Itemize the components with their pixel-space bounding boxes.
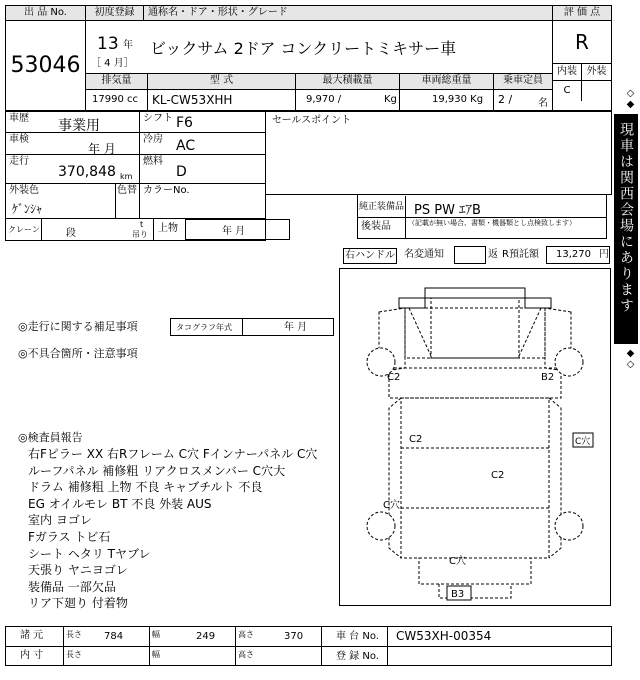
dims-label: 諸 元 — [20, 630, 44, 641]
ext-color-label: 外装色 — [9, 185, 39, 196]
tacho-value: 年 月 — [284, 322, 308, 333]
inspector-line: 室内 ヨゴレ — [28, 513, 92, 528]
mileage-label: 走行 — [9, 156, 29, 167]
dims-col-3 — [150, 627, 236, 665]
length-label: 長さ — [66, 630, 82, 639]
mark-c2-deck: C2 — [491, 470, 505, 481]
diagram-frame — [340, 269, 611, 606]
max-load-unit: Kg — [384, 94, 397, 105]
side-banner — [612, 86, 640, 376]
reg-year: 13 — [97, 34, 119, 54]
model-value: KL-CW53XHH — [152, 93, 233, 107]
grade-value: R — [575, 30, 589, 54]
exterior-grade — [582, 81, 611, 101]
defects-note: ◎不具合箇所・注意事項 — [18, 347, 138, 360]
inspector-line: 装備品 一部欠品 — [28, 579, 116, 594]
chassis-label: 車 台 No. — [336, 631, 379, 642]
mileage-unit: km — [120, 172, 133, 181]
crane-label: クレーン — [8, 225, 40, 234]
name-change-box — [454, 246, 486, 264]
crane-t: t — [140, 220, 144, 229]
wheel-rear-right — [555, 512, 583, 540]
name-change-label: 名変通知 — [404, 249, 444, 260]
first-reg-label: 初度登録 — [86, 6, 144, 21]
banner-bottom-diamonds: ◆◇ — [625, 348, 636, 370]
interior-grade: C — [553, 81, 582, 101]
rig-value: 年 月 — [222, 226, 246, 237]
total-weight-label: 車両総重量 — [400, 74, 494, 89]
shift-value: F6 — [176, 115, 193, 131]
banner-text: 現車は関西会場にあります — [618, 122, 634, 314]
mark-c-hole-right: C穴 — [575, 437, 591, 447]
inner-label: 内 寸 — [20, 650, 44, 661]
crane-stage: 段 — [66, 228, 76, 239]
model-label: 型 式 — [148, 74, 296, 89]
sales-point-label: セールスポイント — [272, 115, 352, 126]
inspector-line: 天張り ヤニヨゴレ — [28, 563, 128, 578]
mark-c-hole-rear-left: C穴 — [383, 500, 400, 511]
crane-lift: 吊り — [132, 230, 148, 239]
aftermarket-label: 後装品 — [361, 221, 391, 232]
ext-color-value: ｹﾞﾝｼｬ — [12, 202, 43, 216]
color-change-label: 色替 — [117, 185, 137, 196]
inspector-line: リア下廻り 付着物 — [28, 596, 128, 611]
height-label: 高さ — [238, 630, 254, 639]
exterior-label: 外装 — [586, 66, 607, 77]
mileage-value: 370,848 — [58, 164, 116, 180]
handle-value: 右ハンドル — [343, 248, 397, 264]
interior-label: 内装 — [553, 64, 582, 80]
shift-label: シフト — [143, 113, 173, 124]
reg-year-unit: 年 — [123, 40, 133, 51]
lot-label: 出 品 No. — [6, 6, 86, 21]
inspector-title: ◎検査員報告 — [18, 431, 83, 444]
ac-label: 冷房 — [143, 134, 163, 145]
capacity-value: 2 / — [498, 93, 513, 106]
mark-c2-front-left: C2 — [387, 372, 401, 383]
rig-label: 上物 — [158, 223, 178, 234]
mark-b2-front-right: B2 — [541, 372, 555, 383]
mark-c2-center: C2 — [409, 434, 423, 445]
max-load-value: 9,970 / — [306, 94, 342, 105]
reg-month: ［ 4 月］ — [91, 58, 134, 69]
length-value: 784 — [104, 631, 124, 642]
mark-c-hole-rear: C穴 — [449, 556, 466, 567]
driving-note: ◎走行に関する補足事項 — [18, 320, 138, 333]
total-weight-value: 19,930 Kg — [432, 94, 484, 105]
lot-number: 53046 — [6, 21, 86, 110]
fuel-value: D — [176, 164, 187, 180]
capacity-label: 乗車定員 — [494, 74, 552, 89]
aftermarket-note: （記載が無い場合、書類・機器類とし点検致します） — [408, 219, 576, 227]
tacho-label: タコグラフ年式 — [176, 323, 232, 332]
inspector-line: ルーフパネル 補修粗 リアクロスメンバー C穴大 — [28, 463, 286, 478]
grade-label: 評 価 点 — [553, 6, 611, 21]
inspector-line: シート ヘタリ Tヤブレ — [28, 546, 151, 561]
inspector-line: EG オイルモレ BT 不良 外装 AUS — [28, 496, 212, 511]
capacity-unit: 名 — [538, 98, 548, 109]
refund-label: 返 — [488, 249, 498, 260]
max-load-label: 最大積載量 — [296, 74, 400, 89]
equip-label: 純正装備品 — [359, 202, 405, 212]
vehicle-name: ビックサム 2ドア コンクリートミキサー車 — [150, 39, 457, 58]
r-deposit-label: R預託額 — [502, 249, 539, 260]
inspector-report — [28, 446, 328, 612]
inner-length-label: 長さ — [66, 650, 82, 659]
inspector-line: ドラム 補修粗 上物 不良 キャブチルト 不良 — [28, 480, 263, 495]
history-value: 事業用 — [58, 118, 100, 134]
r-deposit-value: 13,270 — [556, 249, 591, 260]
history-label: 車歴 — [9, 113, 29, 124]
inspection-label: 車検 — [9, 134, 29, 145]
fuel-label: 燃料 — [143, 156, 163, 167]
width-label: 幅 — [152, 630, 160, 639]
inspector-line: 右Fピラー XX 右Rフレーム C穴 Fインナーパネル C穴 — [28, 447, 318, 461]
truck-damage-diagram — [339, 268, 611, 606]
r-deposit-unit: 円 — [599, 249, 609, 260]
mark-b3: B3 — [451, 589, 465, 600]
displacement-value: 17990 cc — [92, 94, 138, 105]
color-no-label: カラーNo. — [143, 185, 190, 196]
height-value: 370 — [284, 631, 304, 642]
inner-height-label: 高さ — [238, 650, 254, 659]
reg-no-label: 登 録 No. — [336, 651, 379, 662]
inspection-value: 年 月 — [88, 142, 116, 156]
wheel-rear-left — [367, 512, 395, 540]
ac-value: AC — [176, 138, 196, 154]
inspector-line: Fガラス トビ石 — [28, 529, 111, 544]
equip-value: PS PW ｴｱB — [414, 203, 481, 218]
inner-width-label: 幅 — [152, 650, 160, 659]
wheel-front-right — [555, 348, 583, 376]
displacement-label: 排気量 — [86, 74, 148, 89]
banner-top-diamonds: ◇◆ — [625, 88, 636, 110]
width-value: 249 — [196, 631, 216, 642]
vehicle-label: 通称名・ドア・形状・グレード — [144, 6, 552, 21]
chassis-value: CW53XH-00354 — [396, 629, 492, 643]
